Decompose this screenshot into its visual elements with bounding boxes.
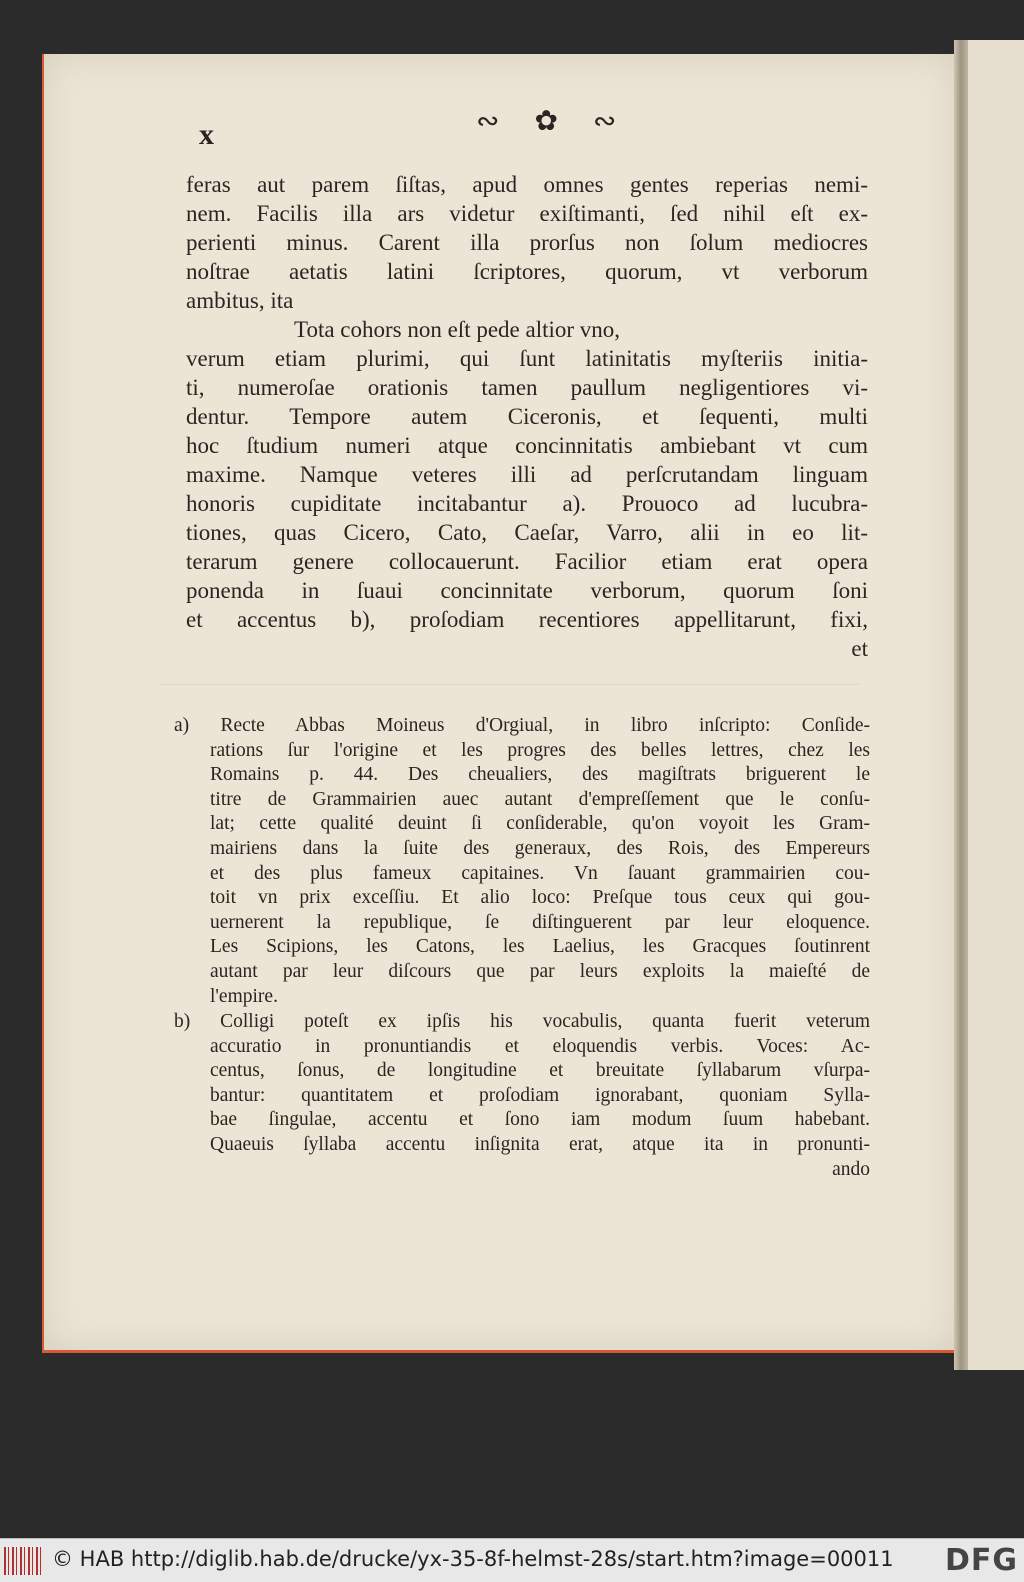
text-line: et accentus b), proſodiam recentiores appellitarunt, fixi, bbox=[186, 607, 868, 632]
footnote-line: Quaeuis ſyllaba accentu inſignita erat, atque ita in pronunti- bbox=[210, 1133, 870, 1155]
page-number: x bbox=[199, 118, 214, 151]
book-spine bbox=[954, 40, 968, 1370]
footnote-separator bbox=[160, 684, 860, 685]
footnote-line: centus, ſonus, de longitudine et breuitate ſyllabarum vſurpa- bbox=[210, 1060, 870, 1082]
catchword: ando bbox=[832, 1158, 870, 1180]
copyright-link[interactable]: © HAB http://diglib.hab.de/drucke/yx-35-8f-helmst-28s/start.htm?image=00011 bbox=[52, 1547, 894, 1571]
footnote-line: b) Colligi poteſt ex ipſis his vocabulis, quanta fuerit veterum bbox=[174, 1011, 870, 1032]
footnote-line: uernerent la republique, ſe diſtinguerent par leur eloquence. bbox=[210, 911, 870, 933]
text-line: ponenda in ſuaui concinnitate verborum, quorum ſoni bbox=[186, 578, 868, 603]
footnote-line: a) Recte Abbas Moineus d'Orgiual, in libro inſcripto: Conſide- bbox=[174, 715, 870, 736]
main-text bbox=[186, 170, 868, 663]
barcode-icon bbox=[4, 1547, 44, 1575]
footnote-a bbox=[174, 714, 870, 1009]
footnote-line: titre de Grammairien auec autant d'empreſſement que le conſu- bbox=[210, 788, 870, 810]
text-line: terarum genere collocauerunt. Facilior etiam erat opera bbox=[186, 549, 868, 574]
footnote-line: accuratio in pronuntiandis et eloquendis verbis. Voces: Ac- bbox=[210, 1035, 870, 1057]
text-line: perienti minus. Carent illa prorſus non ſolum mediocres bbox=[186, 230, 868, 255]
footnote-line: Romains p. 44. Des cheualiers, des magiſtrats briguerent le bbox=[210, 764, 870, 786]
footnote-line: bae ſingulae, accentu et ſono iam modum ſuum habebant. bbox=[210, 1109, 870, 1131]
text-line: nem. Facilis illa ars videtur exiſtimanti, ſed nihil eſt ex- bbox=[186, 201, 868, 226]
catchword: et bbox=[851, 636, 868, 661]
text-line: hoc ſtudium numeri atque concinnitatis ambiebant vt cum bbox=[186, 433, 868, 458]
text-line: maxime. Namque veteres illi ad perſcrutandam linguam bbox=[186, 462, 868, 487]
dfg-logo: DFG bbox=[944, 1543, 1018, 1578]
text-line: tiones, quas Cicero, Cato, Caeſar, Varro, alii in eo lit- bbox=[186, 520, 868, 545]
footnote-b bbox=[174, 1010, 870, 1182]
verse-quote: Tota cohors non eſt pede altior vno, bbox=[294, 317, 621, 342]
text-line: feras aut parem ſiſtas, apud omnes gentes reperias nemi- bbox=[186, 172, 868, 197]
footnote-line: mairiens dans la ſuite des generaux, des Rois, des Empereurs bbox=[210, 837, 870, 859]
footer-bar bbox=[0, 1538, 1024, 1582]
footnote-line: bantur: quantitatem et proſodiam ignorabant, quoniam Sylla- bbox=[210, 1084, 870, 1106]
text-line: dentur. Tempore autem Ciceronis, et ſequenti, multi bbox=[186, 404, 868, 429]
footnote-line: Les Scipions, les Catons, les Laelius, les Gracques ſoutinrent bbox=[210, 936, 870, 958]
header-ornament: ∾ ✿ ∾ bbox=[476, 106, 631, 137]
footnote-line: et des plus fameux capitaines. Vn ſauant grammairien cou- bbox=[210, 862, 870, 884]
text-line: ti, numeroſae orationis tamen paullum negligentiores vi- bbox=[186, 375, 868, 400]
text-line: ambitus, ita bbox=[186, 288, 294, 313]
footnote-line: toit vn prix exceſſiu. Et alio loco: Preſque tous ceux qui gou- bbox=[210, 887, 870, 909]
text-line: noſtrae aetatis latini ſcriptores, quorum, vt verborum bbox=[186, 259, 868, 284]
text-line: honoris cupiditate incitabantur a). Prouoco ad lucubra- bbox=[186, 491, 868, 516]
text-line: verum etiam plurimi, qui ſunt latinitatis myſteriis initia- bbox=[186, 346, 868, 371]
footnote-line: autant par leur diſcours que par leurs exploits la maieſté de bbox=[210, 960, 870, 982]
footnote-line: lat; cette qualité deuint ſi conſiderable, qu'on voyoit les Gram- bbox=[210, 813, 870, 835]
footnote-line: rations ſur l'origine et les progres des belles lettres, chez les bbox=[210, 739, 870, 761]
footnote-line: l'empire. bbox=[210, 985, 278, 1007]
facing-page-edge bbox=[968, 40, 1024, 1370]
